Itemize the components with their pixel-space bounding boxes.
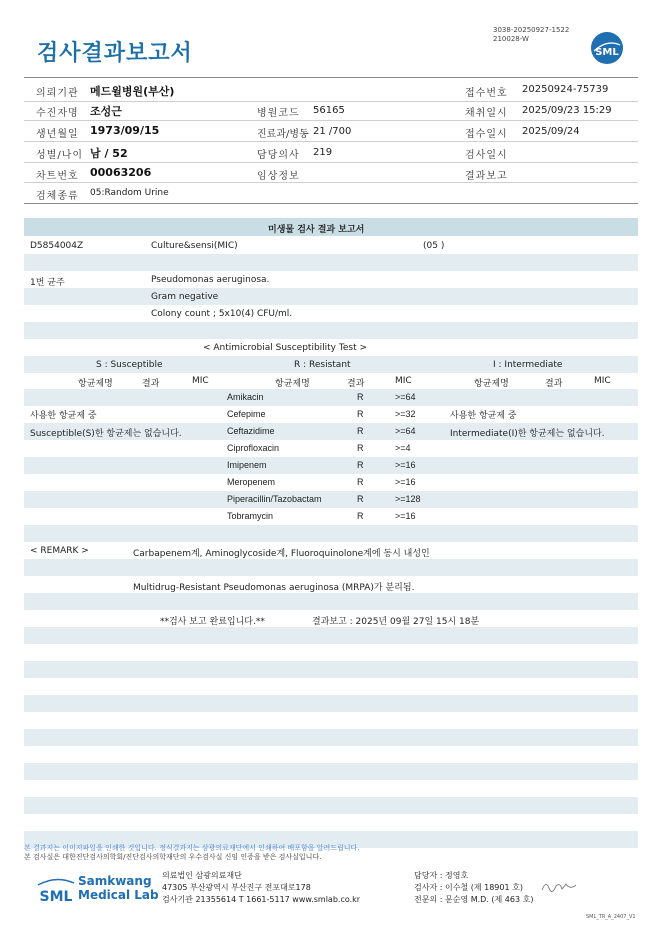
- test-suffix: (05 ): [423, 241, 445, 251]
- staff-role: 담당자 :: [414, 871, 443, 880]
- resistant-drug: Ceftazidime: [227, 426, 275, 436]
- footer-staff: [414, 870, 533, 906]
- sex-age-value: 남 / 52: [90, 147, 128, 160]
- dept-value: 21 /700: [313, 126, 352, 137]
- s-col-mic: MIC: [192, 376, 209, 386]
- patient-value: 조성근: [90, 105, 122, 118]
- staff-name: 이수철 (제 18901 호): [444, 883, 523, 892]
- brand-line-1: Samkwang: [78, 874, 152, 888]
- completion-reported: 결과보고 : 2025년 09월 27일 15시 18분: [312, 617, 480, 627]
- hospital-code-value: 56165: [313, 105, 345, 116]
- completion-message: **검사 보고 완료입니다.**: [160, 617, 265, 627]
- resistant-drug: Imipenem: [227, 460, 267, 470]
- report-title: 검사결과보고서: [37, 41, 193, 66]
- resistant-result: R: [357, 392, 364, 402]
- resistant-drug: Amikacin: [227, 392, 264, 402]
- staff-role: 전문의 :: [414, 895, 443, 904]
- receipt-date-value: 2025/09/24: [522, 126, 580, 137]
- doctor-value: 219: [313, 147, 333, 158]
- organism-count: Colony count ; 5x10(4) CFU/ml.: [151, 309, 293, 319]
- doctor-label: 담당의사: [257, 150, 300, 161]
- hospital-code-label: 병원코드: [257, 108, 300, 119]
- collect-value: 2025/09/23 15:29: [522, 105, 612, 116]
- i-note-2: Intermediate(I)한 항균제는 없습니다.: [450, 429, 605, 439]
- r-col-result: 결과: [347, 379, 365, 389]
- signature-icon: [540, 878, 580, 894]
- i-note-1: 사용한 항균제 중: [450, 411, 517, 421]
- footer-org: 의료법인 삼광의료재단: [162, 871, 242, 880]
- i-col-mic: MIC: [594, 376, 611, 386]
- ast-title: < Antimicrobial Susceptibility Test >: [203, 343, 367, 353]
- ast-group-s: S : Susceptible: [96, 360, 163, 370]
- logo-text: SML: [595, 47, 619, 58]
- sex-age-label: 성별/나이: [36, 150, 84, 161]
- i-col-drug: 항균제명: [474, 379, 509, 389]
- organism-label: 1번 균주: [30, 278, 65, 288]
- staff-role: 검사자 :: [414, 883, 443, 892]
- resistant-mic: >=32: [395, 409, 416, 419]
- chart-value: 00063206: [90, 166, 152, 179]
- r-col-mic: MIC: [395, 376, 412, 386]
- institution-label: 의뢰기관: [36, 88, 79, 99]
- receipt-no-value: 20250924-75739: [522, 84, 609, 95]
- resistant-result: R: [357, 409, 364, 419]
- dob-label: 생년월일: [36, 129, 79, 140]
- sml-logo-icon: [590, 31, 624, 65]
- r-col-drug: 항균제명: [275, 379, 310, 389]
- resistant-result: R: [357, 494, 364, 504]
- remark-line-1: Carbapenem계, Aminoglycoside계, Fluoroquinolone계에 동시 내성인: [133, 549, 430, 559]
- clinical-label: 임상정보: [257, 171, 300, 182]
- footer-logo-text: SML: [39, 889, 73, 905]
- footer-address-block: [162, 870, 360, 906]
- resistant-result: R: [357, 511, 364, 521]
- resistant-result: R: [357, 460, 364, 470]
- chart-label: 차트번호: [36, 171, 79, 182]
- resistant-mic: >=4: [395, 443, 411, 453]
- patient-label: 수진자명: [36, 108, 79, 119]
- organism-name: Pseudomonas aeruginosa.: [151, 275, 270, 285]
- i-col-result: 결과: [545, 379, 563, 389]
- brand-line-2: Medical Lab: [78, 888, 159, 902]
- resistant-drug: Piperacillin/Tazobactam: [227, 494, 322, 504]
- institution-value: 메드윌병원(부산): [90, 85, 175, 98]
- doc-id-line: 210028-W: [493, 35, 529, 43]
- resistant-drug: Meropenem: [227, 477, 276, 487]
- resistant-mic: >=16: [395, 511, 416, 521]
- collect-label: 채취일시: [465, 108, 508, 119]
- resistant-mic: >=16: [395, 477, 416, 487]
- footer-contact: 검사기관 21355614 T 1661-5117 www.smlab.co.kr: [162, 895, 361, 904]
- resistant-result: R: [357, 443, 364, 453]
- s-col-result: 결과: [142, 379, 160, 389]
- s-note-1: 사용한 항균제 중: [30, 411, 97, 421]
- resistant-mic: >=128: [395, 494, 421, 504]
- remark-label: < REMARK >: [30, 546, 89, 556]
- form-code: SML_TR_A_2407_V1: [586, 914, 636, 920]
- resistant-result: R: [357, 477, 364, 487]
- s-note-2: Susceptible(S)한 항균제는 없습니다.: [30, 429, 182, 439]
- s-col-drug: 항균제명: [78, 379, 113, 389]
- receipt-date-label: 접수일시: [465, 129, 508, 140]
- resistant-drug: Ciprofloxacin: [227, 443, 280, 453]
- footer-warning: 본 결과지는 이미지파일을 인쇄한 것입니다. 정식결과지는 삼광의료재단에서 인쇄하여 배포함을 알려드립니다.: [24, 844, 360, 852]
- footer-brand: [78, 874, 159, 902]
- test-name: Culture&sensi(MIC): [151, 241, 238, 251]
- specimen-value: 05:Random Urine: [90, 188, 169, 198]
- staff-name: 정영호: [444, 871, 469, 880]
- report-label: 결과보고: [465, 171, 508, 182]
- test-date-label: 검사일시: [465, 150, 508, 161]
- doc-id-line: 3038-20250927-1522: [493, 26, 570, 34]
- remark-line-2: Multidrug-Resistant Pseudomonas aeruginosa (MRPA)가 분리됨.: [133, 583, 415, 593]
- ast-group-i: I : Intermediate: [493, 360, 563, 370]
- section-title: 미생물 검사 결과 보고서: [268, 225, 365, 235]
- sml-footer-logo-icon: [36, 873, 76, 907]
- resistant-result: R: [357, 426, 364, 436]
- test-code: D5854004Z: [30, 241, 84, 251]
- dob-value: 1973/09/15: [90, 124, 160, 137]
- footer-address: 47305 부산광역시 부산진구 전포대로178: [162, 883, 311, 892]
- organism-gram: Gram negative: [151, 292, 219, 302]
- document-id: [493, 26, 569, 44]
- receipt-no-label: 접수번호: [465, 88, 508, 99]
- resistant-drug: Cefepime: [227, 409, 266, 419]
- dept-label: 진료과/병동: [257, 129, 309, 140]
- resistant-mic: >=64: [395, 392, 416, 402]
- footer-cert: 본 검사실은 대한진단검사의학회/진단검사의학재단의 우수검사실 신임 인증을 받은 검사실입니다.: [24, 853, 322, 861]
- resistant-mic: >=64: [395, 426, 416, 436]
- specimen-label: 검체종류: [36, 191, 79, 202]
- ast-group-r: R : Resistant: [294, 360, 351, 370]
- resistant-drug: Tobramycin: [227, 511, 274, 521]
- staff-name: 문순영 M.D. (제 463 호): [444, 895, 534, 904]
- resistant-mic: >=16: [395, 460, 416, 470]
